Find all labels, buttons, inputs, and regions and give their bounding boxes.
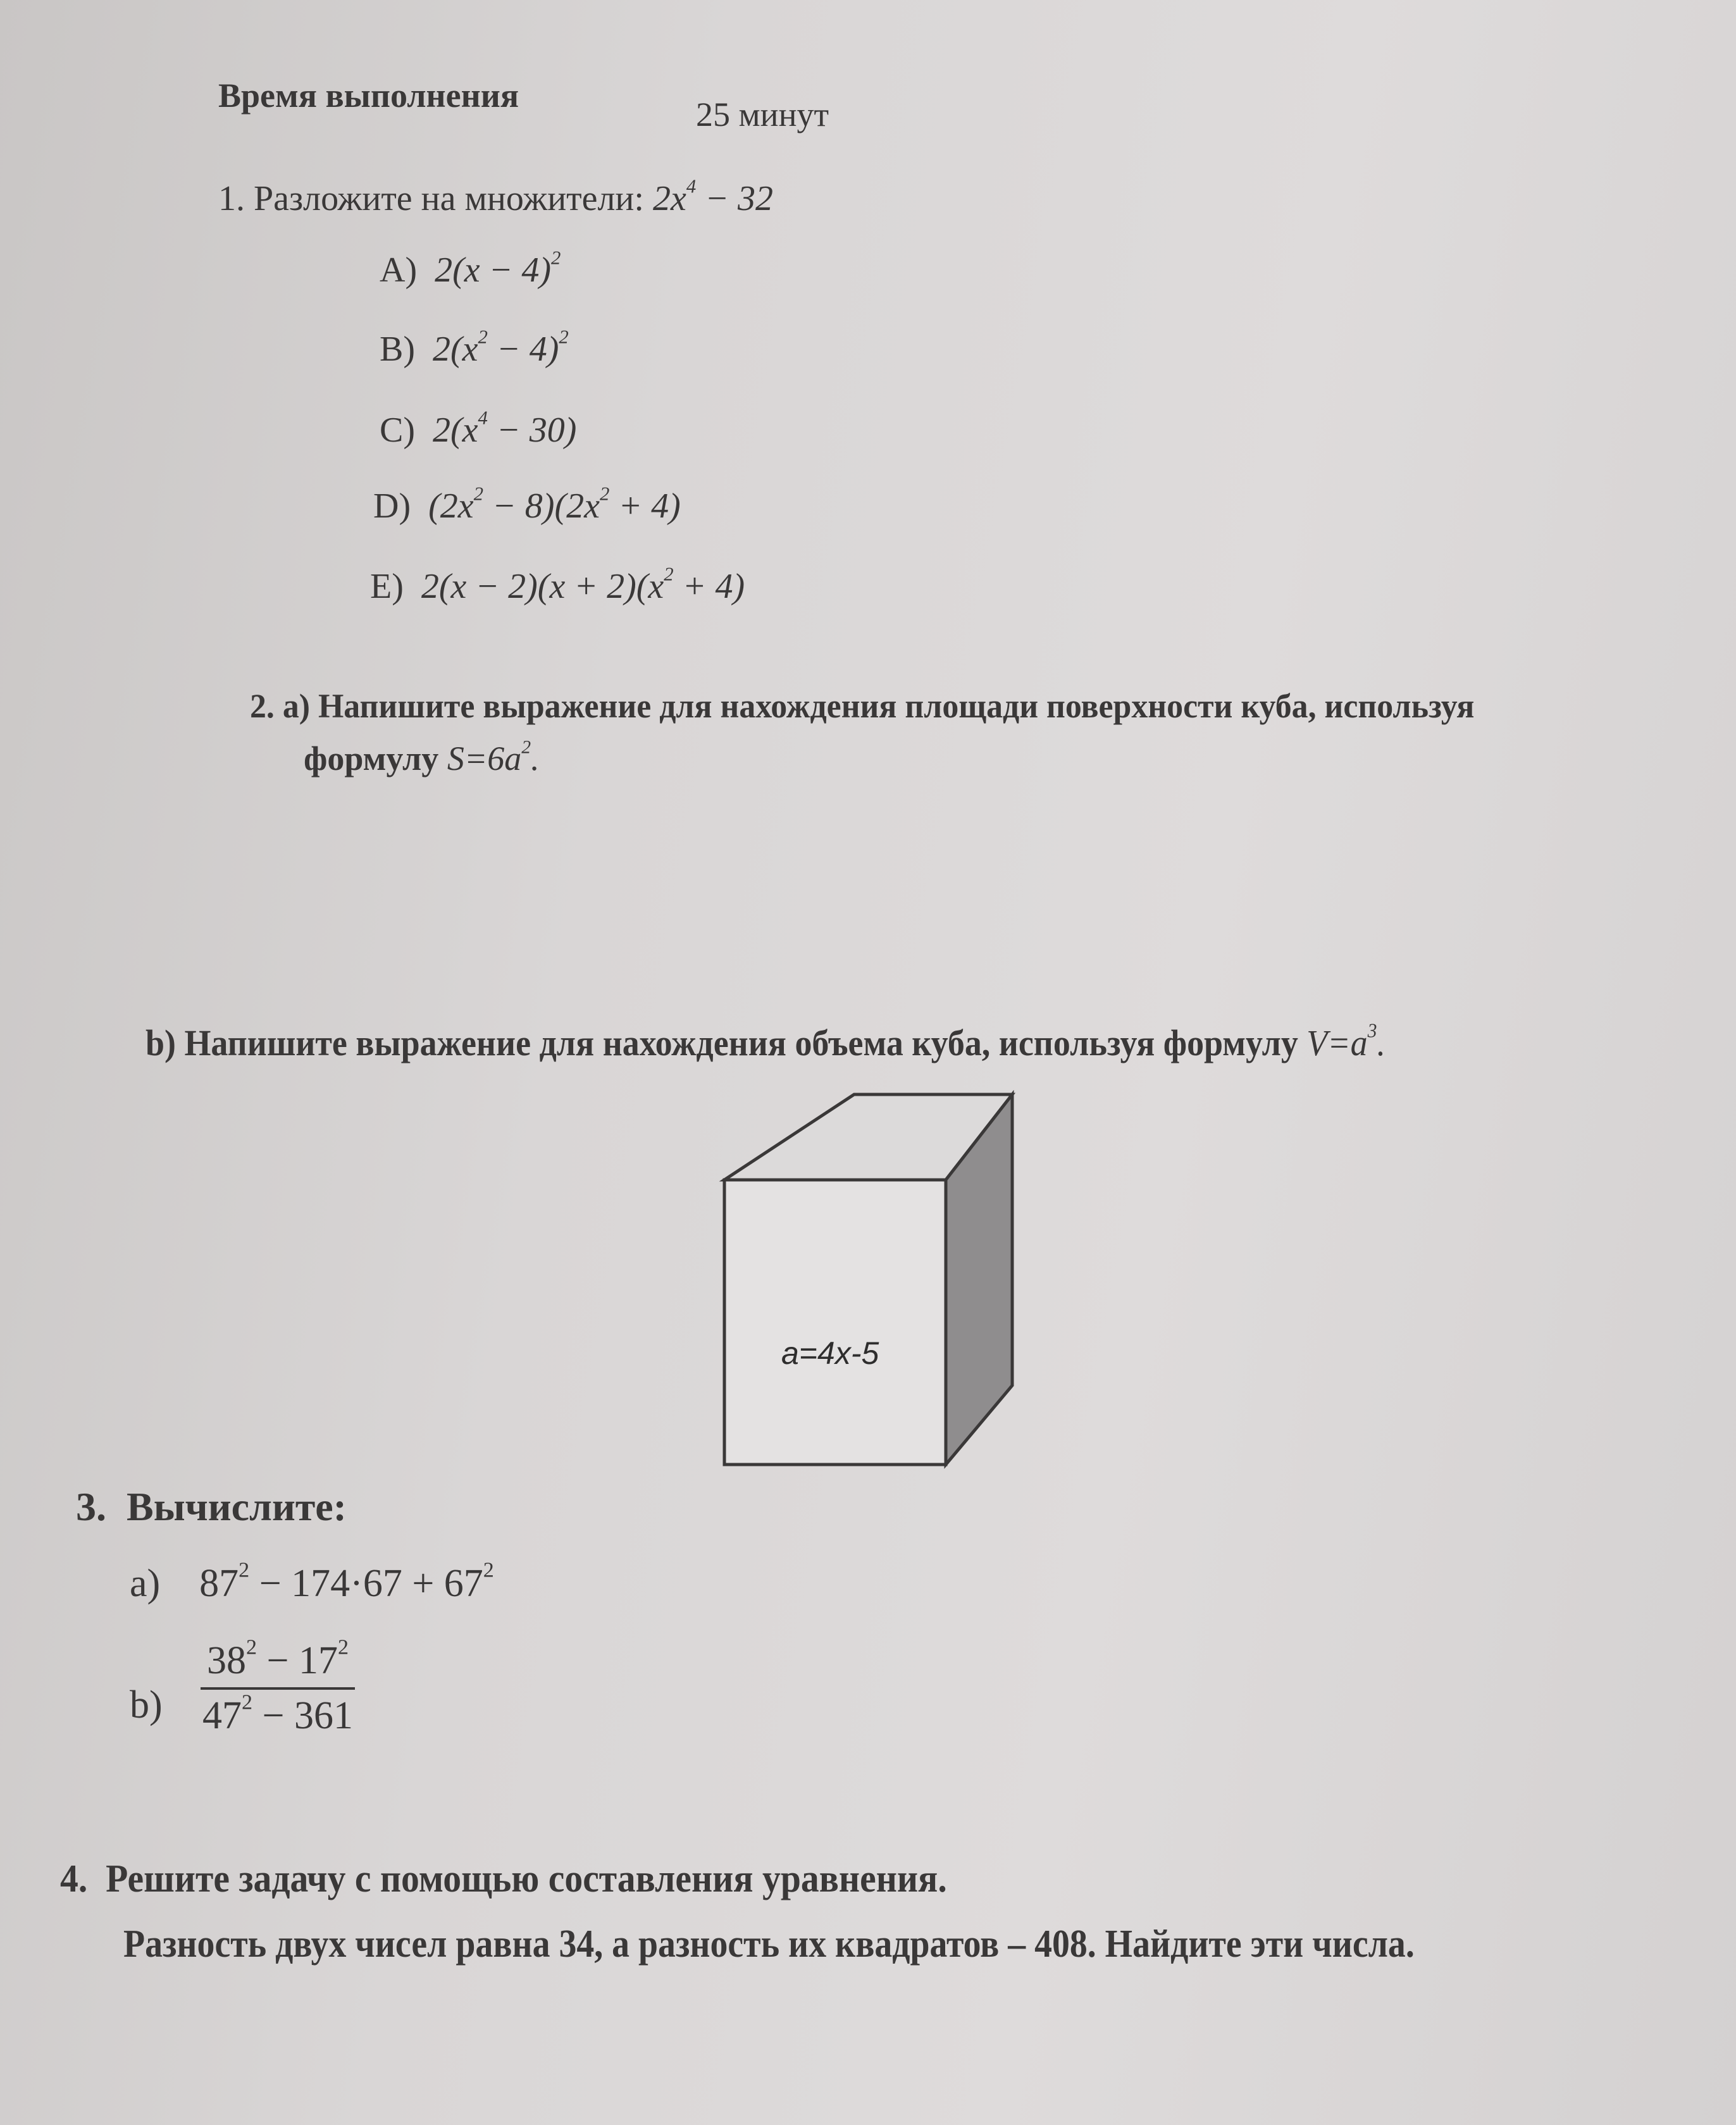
q3-a: [130, 1558, 494, 1606]
cube-front-face: [724, 1180, 946, 1465]
q1-option-c: C) $2(x^4 - 30)$: [380, 407, 577, 450]
q3-b-fraction: [196, 1635, 359, 1738]
q2-number: 2.: [250, 687, 275, 725]
q1-option-d: D) $(2x^2 - 8)(2x^2 + 4)$: [373, 483, 681, 526]
q1-option-e: E) $2(x - 2)(x + 2)(x^2 + 4)$: [370, 563, 745, 606]
q2-a-formula: $S=6a^2$.: [447, 737, 540, 778]
q1-number: 1.: [218, 179, 245, 218]
q2-number-line: [250, 686, 1474, 726]
cube-label: a=4x-5: [781, 1335, 879, 1371]
q4-line2: Разность двух чисел равна 34, а разность их квадратов – 408. Найдите эти числа.: [123, 1923, 1415, 1966]
q3-number: 3.: [76, 1484, 106, 1529]
time-value: 25 минут: [696, 96, 829, 133]
q3-b-label: b): [130, 1683, 163, 1726]
q4-line1: 4. Решите задачу с помощью составления уравнения.: [60, 1857, 947, 1900]
q2-a-line2: формулу $S=6a^2$.: [304, 737, 540, 778]
q1-expression: $2x^4 - 32$: [652, 175, 774, 218]
q4-number: 4.: [60, 1857, 88, 1900]
q2-b-line: b) Напишите выражение для нахождения объема куба, используя формулу $V=a^3$.: [146, 1019, 1386, 1063]
q3-b-numerator: $38^2 - 17^2$: [201, 1639, 355, 1690]
q2-a-line1: a) Напишите выражение для нахождения площади поверхности куба, используя: [282, 687, 1475, 725]
q3-a-expression: $87^2 - 174\cdot 67 + 67^2$: [199, 1558, 494, 1605]
q1-prompt: [218, 175, 774, 219]
q2-b-formula: $V=a^3$.: [1306, 1019, 1386, 1063]
q3-b-denominator: $47^2 - 361$: [202, 1690, 354, 1737]
q1-text: Разложите на множители:: [254, 179, 644, 218]
q3-heading: [76, 1484, 347, 1530]
q3-a-label: a): [130, 1562, 161, 1605]
q1-option-a: A) $2(x - 4)^2$: [380, 247, 561, 290]
cube-figure: [696, 1075, 1050, 1487]
time-label: Время выполнения: [218, 77, 519, 115]
q3-title: Вычислите:: [127, 1484, 347, 1529]
q1-option-b: B) $2(x^2 - 4)^2$: [380, 326, 569, 369]
